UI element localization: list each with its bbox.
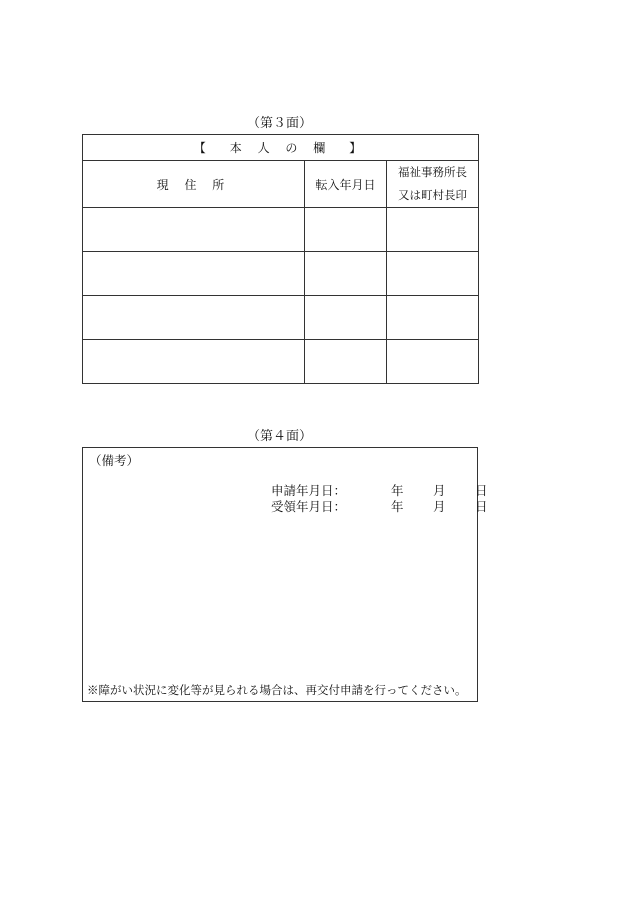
stamp-cell — [387, 296, 479, 340]
page3-label: （第３面） — [246, 116, 312, 131]
receipt-date-label: 受領年月日： — [271, 499, 347, 514]
section-title: 【 本 人 の 欄 】 — [83, 135, 479, 161]
remarks-title: （備考） — [89, 453, 140, 468]
stamp-header-line2: 又は町村長印 — [398, 188, 468, 202]
stamp-column-header — [387, 161, 479, 208]
stamp-cell — [387, 340, 479, 384]
remarks-box — [82, 447, 488, 702]
receipt-month-unit: 月 — [433, 499, 446, 514]
address-cell — [83, 340, 305, 384]
stamp-cell — [387, 208, 479, 252]
receipt-date-line — [271, 499, 488, 515]
move-in-date-cell — [305, 340, 387, 384]
table-row — [83, 296, 479, 340]
stamp-cell — [387, 252, 479, 296]
table-row — [83, 340, 479, 384]
reissue-note: ※障がい状況に変化等が見られる場合は、再交付申請を行ってください。 — [87, 683, 467, 697]
move-in-date-cell — [305, 296, 387, 340]
move-in-date-cell — [305, 252, 387, 296]
address-column-header: 現 住 所 — [83, 161, 305, 208]
stamp-header-line1: 福祉事務所長 — [398, 165, 468, 179]
application-day-unit: 日 — [475, 483, 488, 498]
receipt-year-unit: 年 — [391, 499, 404, 514]
move-in-date-cell — [305, 208, 387, 252]
move-in-date-column-header: 転入年月日 — [305, 161, 387, 208]
application-date-label: 申請年月日： — [271, 483, 347, 498]
resident-table — [82, 134, 479, 384]
application-date-line — [271, 483, 488, 499]
table-row — [83, 252, 479, 296]
application-month-unit: 月 — [433, 483, 446, 498]
page4-label: （第４面） — [246, 429, 312, 444]
address-cell — [83, 296, 305, 340]
address-cell — [83, 208, 305, 252]
receipt-day-unit: 日 — [475, 499, 488, 514]
application-year-unit: 年 — [391, 483, 404, 498]
address-cell — [83, 252, 305, 296]
table-row — [83, 208, 479, 252]
